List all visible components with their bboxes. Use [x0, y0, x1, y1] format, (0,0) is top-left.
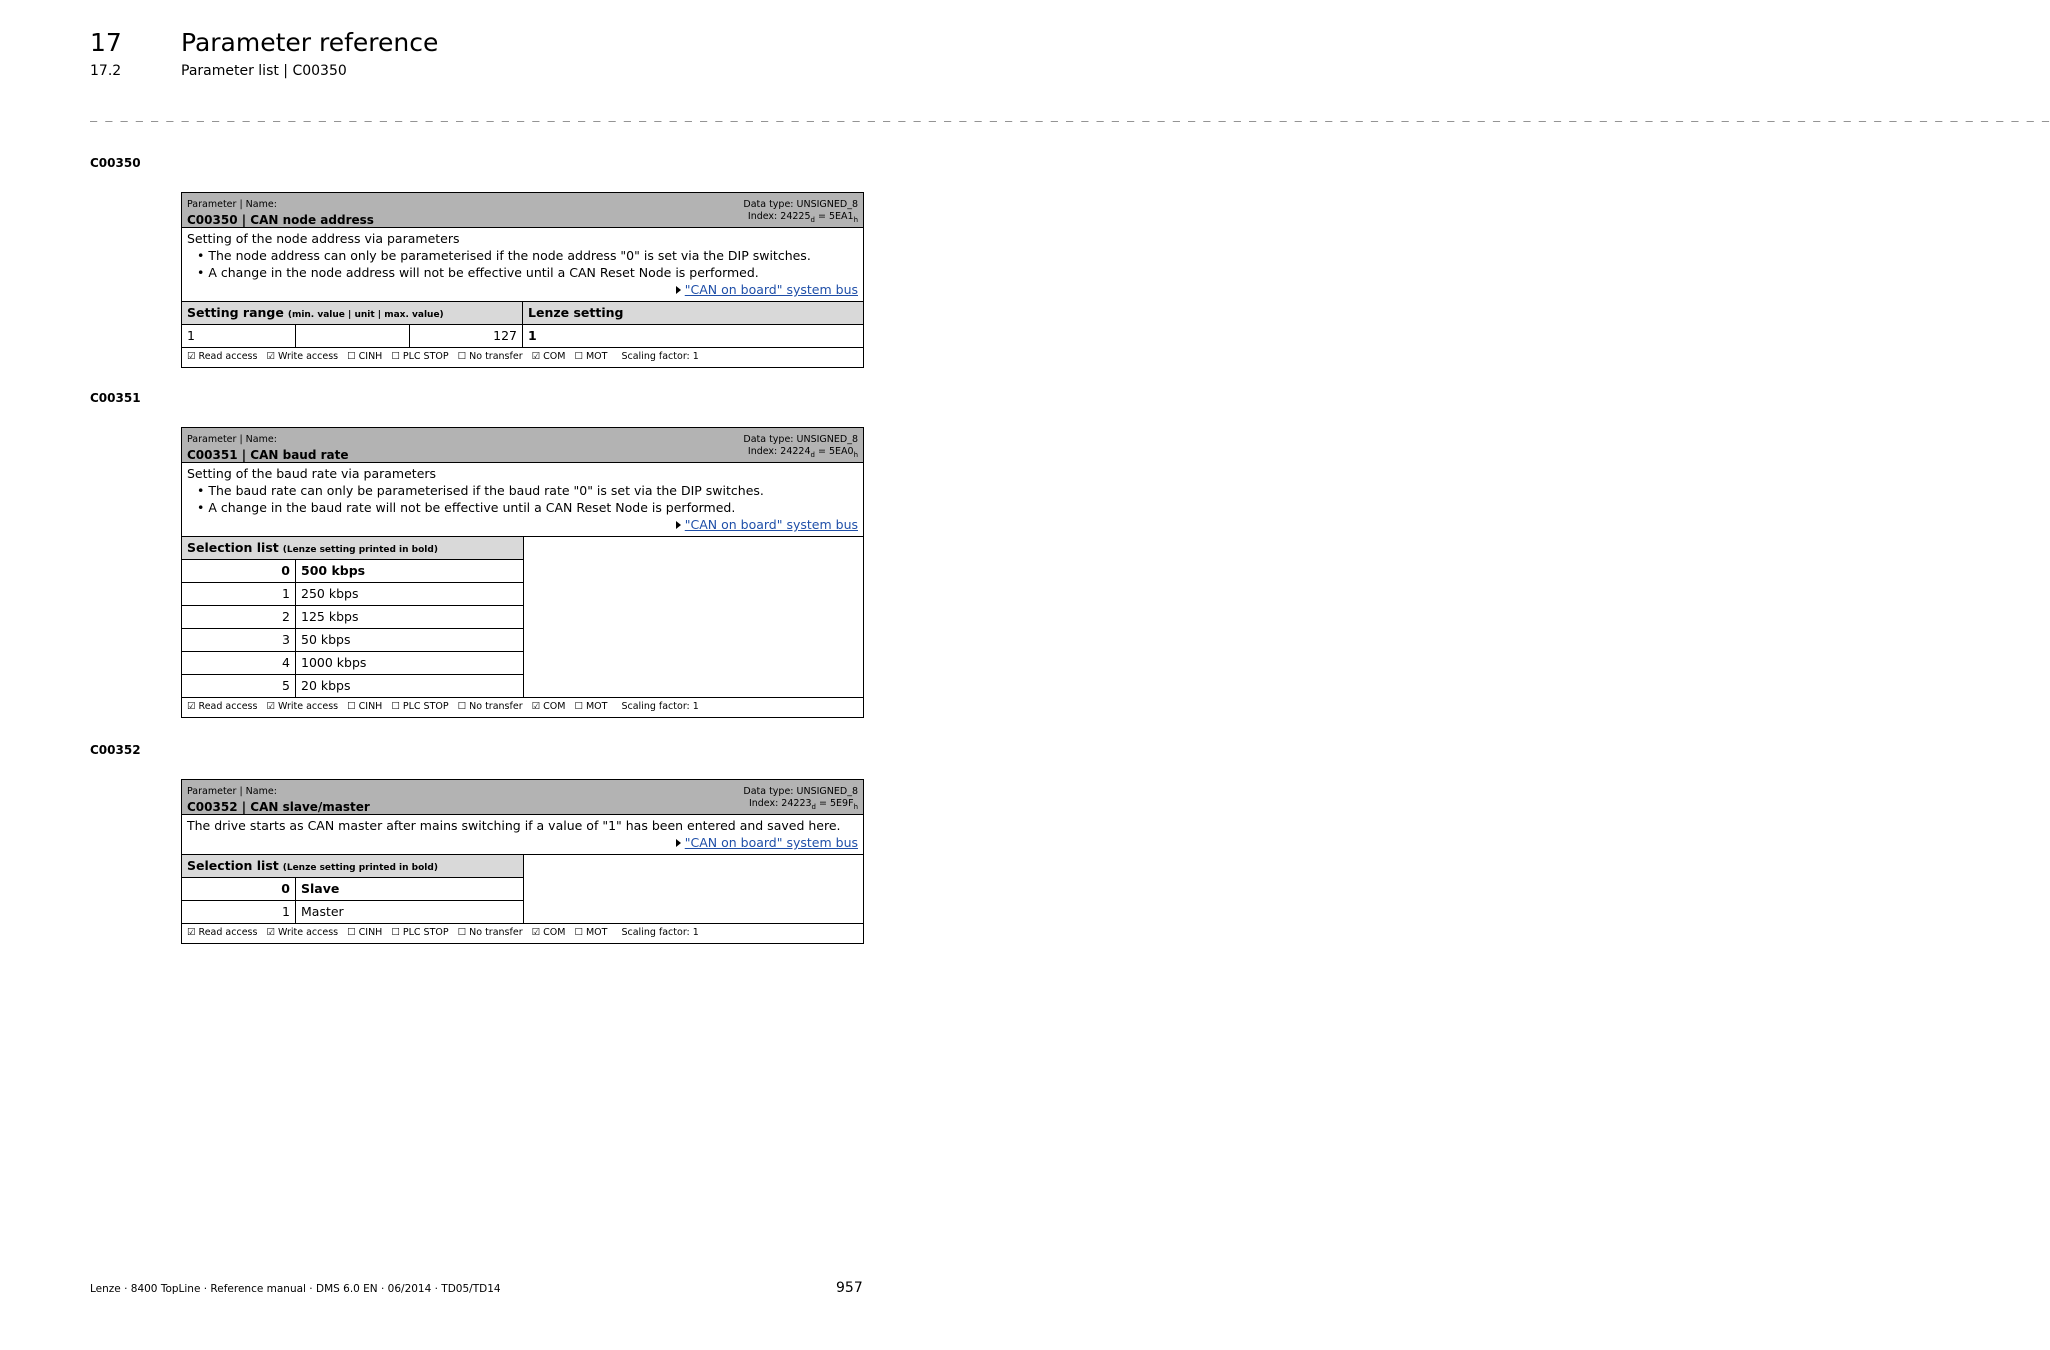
selection-header: Selection list (Lenze setting printed in bold)	[182, 855, 523, 877]
lenze-setting-header: Lenze setting	[528, 305, 624, 320]
data-type: Data type: UNSIGNED_8	[743, 199, 858, 210]
section-title: Parameter list | C00350	[181, 63, 347, 79]
param-description	[182, 228, 863, 301]
section-heading-c00352: C00352	[90, 743, 141, 757]
selection-row: 3 50 kbps	[182, 628, 523, 651]
list-item: • A change in the baud rate will not be effective until a CAN Reset Node is performed.	[197, 500, 736, 515]
blank-area	[524, 855, 863, 923]
link-line	[187, 516, 858, 533]
chapter-title: Parameter reference	[181, 28, 439, 57]
selection-list	[182, 537, 524, 697]
access-flags: ☑ Read access ☑ Write access ☐ CINH ☐ PLC STOP ☐ No transfer ☑ COM ☐ MOT Scaling factor: 1	[182, 697, 863, 717]
list-item: • The baud rate can only be parameterised if the baud rate "0" is set via the DIP switches.	[197, 483, 764, 498]
data-type: Data type: UNSIGNED_8	[743, 434, 858, 445]
system-bus-link[interactable]: "CAN on board" system bus	[684, 282, 858, 297]
blank-area	[524, 537, 863, 697]
param-index: Index: $24223_d = 5E9F_h$	[748, 798, 858, 811]
footer-text: Lenze · 8400 TopLine · Reference manual · DMS 6.0 EN · 06/2014 · TD05/TD14	[90, 1283, 501, 1295]
description-text: Setting of the node address via parameters	[187, 231, 460, 246]
selection-row: 0 500 kbps	[182, 559, 523, 582]
page-number: 957	[836, 1280, 863, 1296]
param-header	[182, 780, 863, 815]
selection-row: 2 125 kbps	[182, 605, 523, 628]
param-table-c00351	[181, 427, 864, 718]
param-name: C00351 | CAN baud rate	[187, 448, 349, 462]
selection-row: 4 1000 kbps	[182, 651, 523, 674]
section-number: 17.2	[90, 63, 122, 79]
arrow-right-icon	[676, 839, 681, 847]
list-item: • The node address can only be parameterised if the node address "0" is set via the DIP switches.	[197, 248, 811, 263]
chapter-number: 17	[90, 28, 122, 57]
param-description	[182, 463, 863, 536]
lenze-setting-value: 1	[528, 328, 537, 343]
selection-row: 1 250 kbps	[182, 582, 523, 605]
param-name: C00350 | CAN node address	[187, 213, 374, 227]
selection-area	[182, 536, 863, 697]
description-text: Setting of the baud rate via parameters	[187, 466, 437, 481]
param-index: Index: $24225_d = 5EA1_h$	[747, 211, 858, 224]
selection-list	[182, 855, 524, 923]
param-table-c00352	[181, 779, 864, 944]
section-heading-c00351: C00351	[90, 391, 141, 405]
section-heading-c00350: C00350	[90, 156, 141, 170]
param-index: Index: $24224_d = 5EA0_h$	[747, 446, 858, 459]
param-header	[182, 193, 863, 228]
range-value-row	[182, 324, 863, 347]
selection-row: 1 Master	[182, 900, 523, 923]
range-header-row	[182, 301, 863, 324]
access-flags: ☑ Read access ☑ Write access ☐ CINH ☐ PLC STOP ☐ No transfer ☑ COM ☐ MOT Scaling factor: 1	[182, 923, 863, 943]
param-name: C00352 | CAN slave/master	[187, 800, 370, 814]
param-label: Parameter | Name:	[187, 199, 277, 210]
selection-row: 0 Slave	[182, 877, 523, 900]
selection-area	[182, 854, 863, 923]
separator-line: _ _ _ _ _ _ _ _ _ _ _ _ _ _ _ _ _ _ _ _ _ _ _ _ _ _ _ _ _ _ _ _ _ _ _ _ _ _ _ _ _ _ _ _ _ _ _ _ _ _ _ _ _ _ _ _ _ _ _ _ _ _ _ _ _ _ _ _ _ _ _ _ _ _ _ _ _ _ _ _ _ _ _ _ _ _ _ _ _ _ _ _ _ _ _ _ _ _ _ _ _ _ _ _ _ _ _ _ _ _ _ _ _ _ _ _ _ _ _ _ _ _ _ _ _ _ _ _ _	[90, 108, 2050, 122]
param-table-c00350	[181, 192, 864, 368]
link-line	[187, 834, 858, 851]
list-item: • A change in the node address will not be effective until a CAN Reset Node is performed.	[197, 265, 759, 280]
selection-header: Selection list (Lenze setting printed in bold)	[182, 537, 523, 559]
param-description	[182, 815, 863, 854]
max-value: 127	[410, 325, 523, 347]
range-header: Setting range (min. value | unit | max. value)	[182, 302, 523, 324]
link-line	[187, 281, 858, 298]
system-bus-link[interactable]: "CAN on board" system bus	[684, 517, 858, 532]
arrow-right-icon	[676, 521, 681, 529]
unit-value	[296, 325, 410, 347]
min-value: 1	[182, 325, 296, 347]
data-type: Data type: UNSIGNED_8	[743, 786, 858, 797]
param-header	[182, 428, 863, 463]
description-text: The drive starts as CAN master after mains switching if a value of "1" has been entered and saved here.	[187, 818, 841, 833]
param-label: Parameter | Name:	[187, 786, 277, 797]
selection-row: 5 20 kbps	[182, 674, 523, 697]
access-flags: ☑ Read access ☑ Write access ☐ CINH ☐ PLC STOP ☐ No transfer ☑ COM ☐ MOT Scaling factor: 1	[182, 347, 863, 367]
arrow-right-icon	[676, 286, 681, 294]
param-label: Parameter | Name:	[187, 434, 277, 445]
system-bus-link[interactable]: "CAN on board" system bus	[684, 835, 858, 850]
